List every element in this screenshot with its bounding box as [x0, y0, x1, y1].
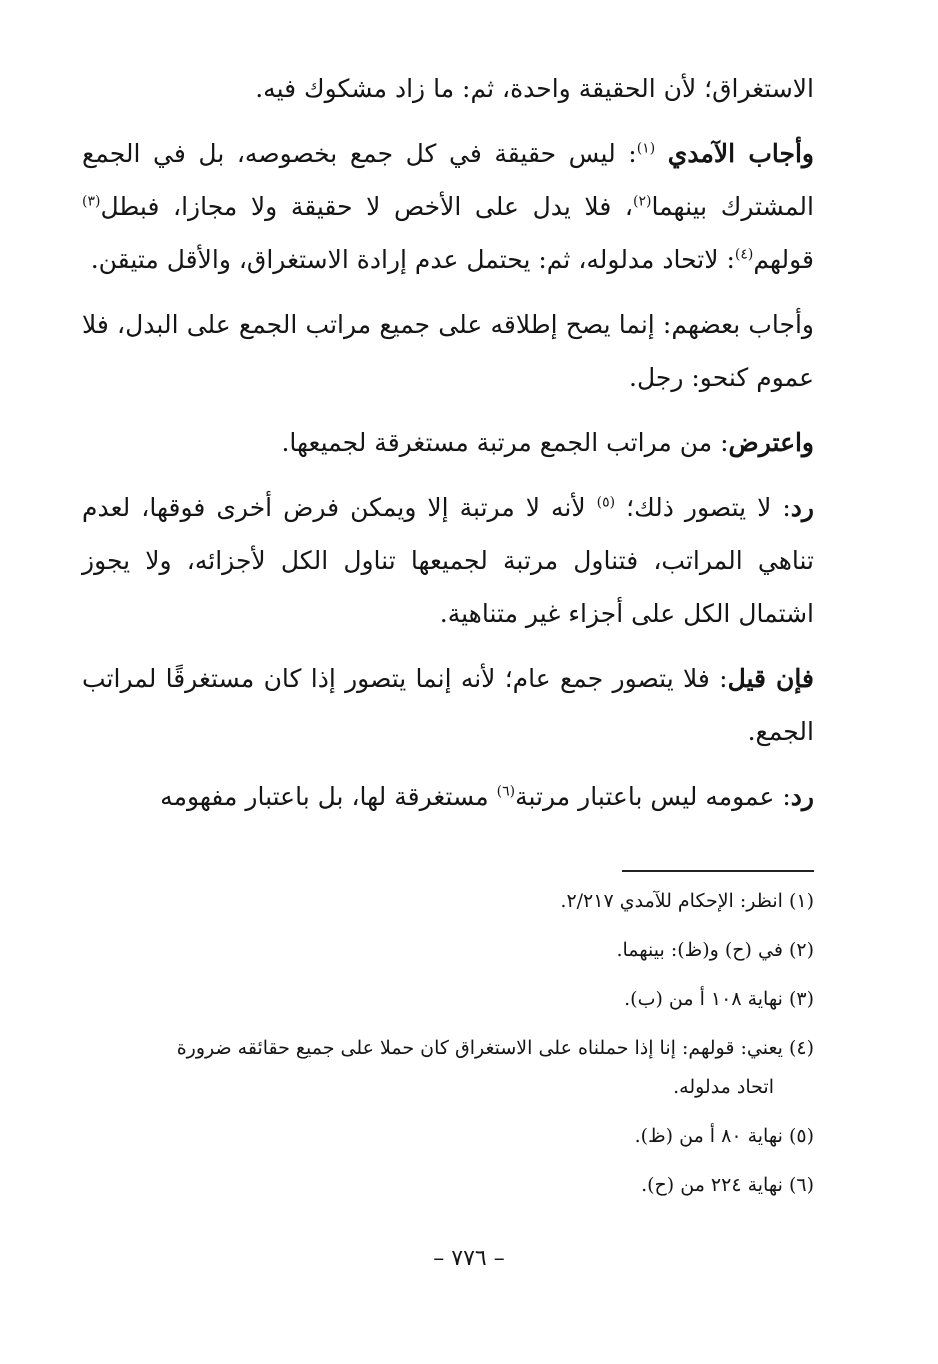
footnote-divider	[622, 870, 814, 872]
footnote-3: (٣) نهاية ١٠٨ أ من (ب).	[624, 988, 814, 1010]
footnote-number: (٤)	[788, 1037, 814, 1059]
footnote-number: (١)	[788, 890, 814, 912]
paragraph-lead: رد	[790, 493, 814, 522]
footnote-number: (٥)	[788, 1125, 814, 1147]
footnote-number: (٣)	[788, 988, 814, 1010]
footnote-ref-2[interactable]: (٢)	[633, 193, 652, 210]
footnote-4: (٤) يعني: قولهم: إنا إذا حملناه على الاستغراق كان حملا على جميع حقائقه ضرورة اتحاد مدلوله.	[82, 1029, 814, 1107]
footnote-1: (١) انظر: الإحكام للآمدي ٢/٢١٧.	[560, 890, 814, 912]
paragraph-lead: وأجاب	[748, 139, 814, 168]
footnote-ref-5[interactable]: (٥)	[596, 494, 616, 511]
footnote-continuation: اتحاد مدلوله.	[673, 1076, 774, 1098]
paragraph-5: رد: لا يتصور ذلك؛ $^{(٥)}$ لأنه لا مرتبة إلا ويمكن فرض أخرى فوقها، لعدم تناهي المراتب، فتناول مرتبة لجميعها تناول الكل لأجزائه، ولا يجوز اشتمال الكل على أجزاء غير متناهية.	[82, 493, 814, 628]
paragraph-lead: فإن قيل	[727, 664, 814, 693]
page-number: – ٧٧٦ –	[433, 1246, 505, 1271]
paragraph-7: رد: عمومه ليس باعتبار مرتبة$^{(٦)}$ مستغرقة لها، بل باعتبار مفهومه	[160, 782, 814, 811]
paragraph-2: وأجاب الآمدي $^{(١)}$: ليس حقيقة في كل جمع بخصوصه، بل في الجمع المشترك بينهما$^{(٢)}$، فلا يدل على الأخص لا حقيقة ولا مجازا، فبطل$^{(٣)}$ قولهم$^{(٤)}$: لاتحاد مدلوله، ثم: يحتمل عدم إرادة الاستغراق، والأقل متيقن.	[82, 139, 814, 274]
paragraph-4: واعترض: من مراتب الجمع مرتبة مستغرقة لجميعها.	[281, 428, 814, 457]
footnote-number: (٢)	[788, 939, 814, 961]
footnote-5: (٥) نهاية ٨٠ أ من (ظ).	[634, 1125, 814, 1147]
footnote-number: (٦)	[788, 1174, 814, 1196]
paragraph-lead: واعترض	[728, 428, 814, 457]
footnote-2: (٢) في (ح) و(ظ): بينهما.	[616, 939, 814, 961]
footnote-ref-4[interactable]: (٤)	[734, 246, 754, 263]
footnote-ref-3[interactable]: (٣)	[82, 193, 101, 210]
paragraph-lead: رد	[790, 782, 814, 811]
main-text	[82, 62, 814, 835]
paragraph-3: وأجاب بعضهم: إنما يصح إطلاقه على جميع مراتب الجمع على البدل، فلا عموم كنحو: رجل.	[82, 310, 814, 392]
paragraph-1: الاستغراق؛ لأن الحقيقة واحدة، ثم: ما زاد مشكوك فيه.	[255, 74, 814, 103]
footnote-6: (٦) نهاية ٢٢٤ من (ح).	[641, 1174, 814, 1196]
footnote-ref-6[interactable]: (٦)	[496, 783, 516, 800]
footnotes	[82, 882, 814, 1215]
paragraph-6: فإن قيل: فلا يتصور جمع عام؛ لأنه إنما يتصور إذا كان مستغرقًا لمراتب الجمع.	[82, 664, 814, 746]
footnote-ref-1[interactable]: (١)	[636, 140, 656, 157]
